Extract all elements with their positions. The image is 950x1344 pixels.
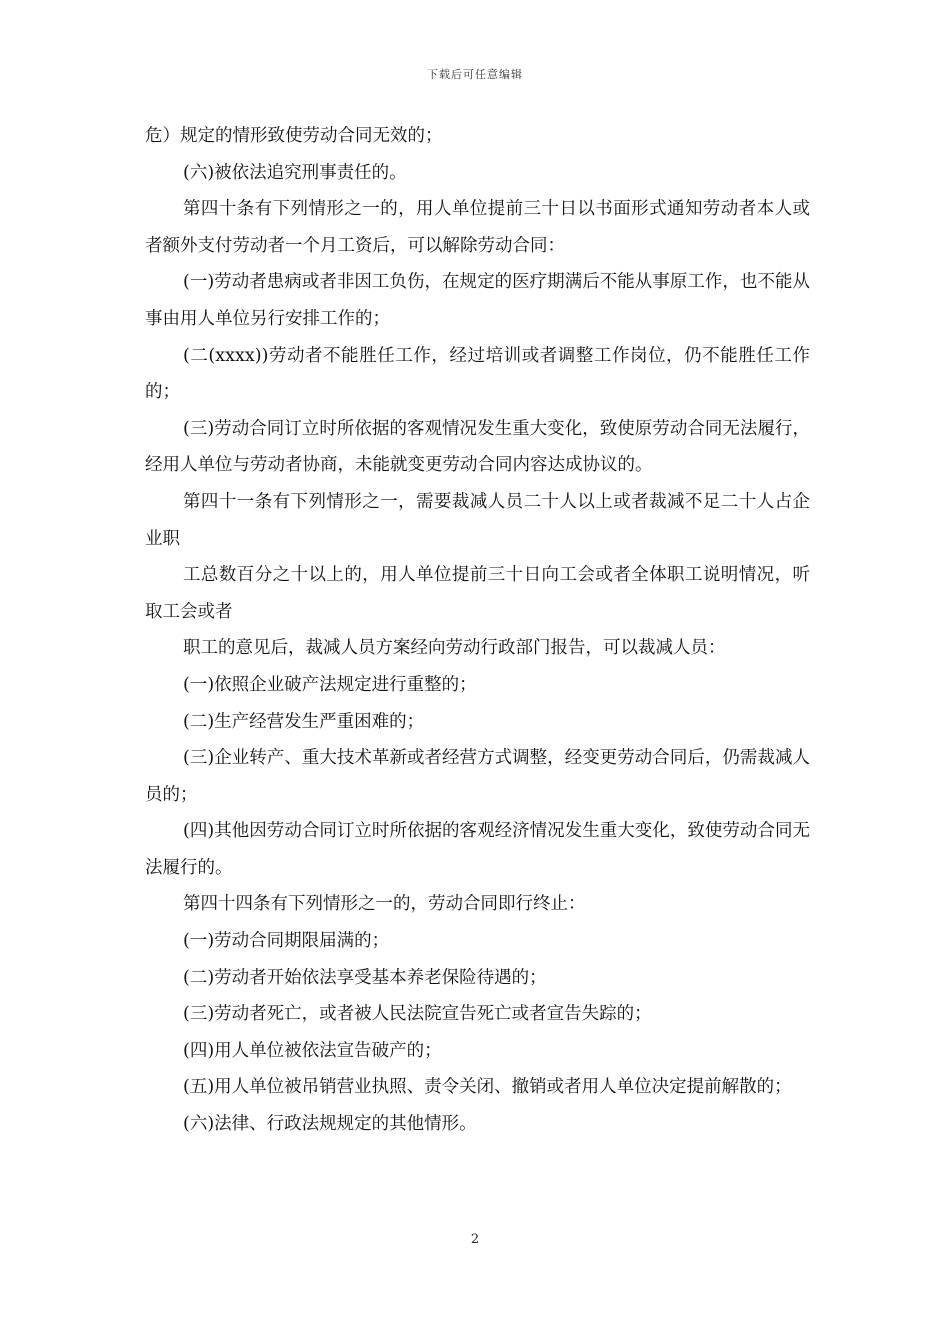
- paragraph-5: (二(xxxx))劳动者不能胜任工作，经过培训或者调整工作岗位，仍不能胜任工作的；: [145, 345, 810, 403]
- paragraph-10: (一)依照企业破产法规定进行重整的；: [183, 674, 477, 695]
- paragraph-11: (二)生产经营发生严重困难的；: [183, 711, 425, 732]
- paragraph-8: 工总数百分之十以上的，用人单位提前三十日向工会或者全体职工说明情况，听取工会或者: [145, 565, 810, 622]
- paragraph-4: (一)劳动者患病或者非因工负伤，在规定的医疗期满后不能从事原工作，也不能从事由用人单位另行安排工作的；: [145, 272, 810, 329]
- page-header: 下载后可任意编辑: [427, 68, 523, 81]
- paragraph-6: (三)劳动合同订立时所依据的客观情况发生重大变化，致使原劳动合同无法履行，经用人单位与劳动者协商，未能就变更劳动合同内容达成协议的。: [145, 418, 810, 476]
- paragraph-17: (三)劳动者死亡，或者被人民法院宣告死亡或者宣告失踪的；: [183, 1004, 652, 1025]
- paragraph-16: (二)劳动者开始依法享受基本养老保险待遇的；: [183, 967, 547, 988]
- paragraph-15: (一)劳动合同期限届满的；: [183, 931, 390, 952]
- paragraph-1: 危）规定的情形致使劳动合同无效的；: [145, 126, 443, 146]
- paragraph-20: (六)法律、行政法规规定的其他情形。: [183, 1114, 477, 1135]
- paragraph-12: (三)企业转产、重大技术革新或者经营方式调整，经变更劳动合同后，仍需裁减人员的；: [145, 748, 810, 805]
- paragraph-13: (四)其他因劳动合同订立时所依据的客观经济情况发生重大变化，致使劳动合同无法履行的。: [145, 821, 810, 878]
- paragraph-18: (四)用人单位被依法宣告破产的；: [183, 1040, 442, 1061]
- document-body: [145, 118, 810, 1143]
- paragraph-3: 第四十条有下列情形之一的，用人单位提前三十日以书面形式通知劳动者本人或者额外支付劳动者一个月工资后，可以解除劳动合同：: [145, 199, 810, 256]
- paragraph-9: 职工的意见后，裁减人员方案经向劳动行政部门报告，可以裁减人员：: [183, 638, 726, 659]
- paragraph-7: 第四十一条有下列情形之一，需要裁减人员二十人以上或者裁减不足二十人占企业职: [145, 491, 810, 549]
- page-number: 2: [470, 1232, 480, 1247]
- paragraph-14: 第四十四条有下列情形之一的，劳动合同即行终止：: [183, 894, 586, 915]
- paragraph-2: (六)被依法追究刑事责任的。: [183, 162, 407, 183]
- paragraph-19: (五)用人单位被吊销营业执照、责令关闭、撤销或者用人单位决定提前解散的；: [183, 1077, 792, 1098]
